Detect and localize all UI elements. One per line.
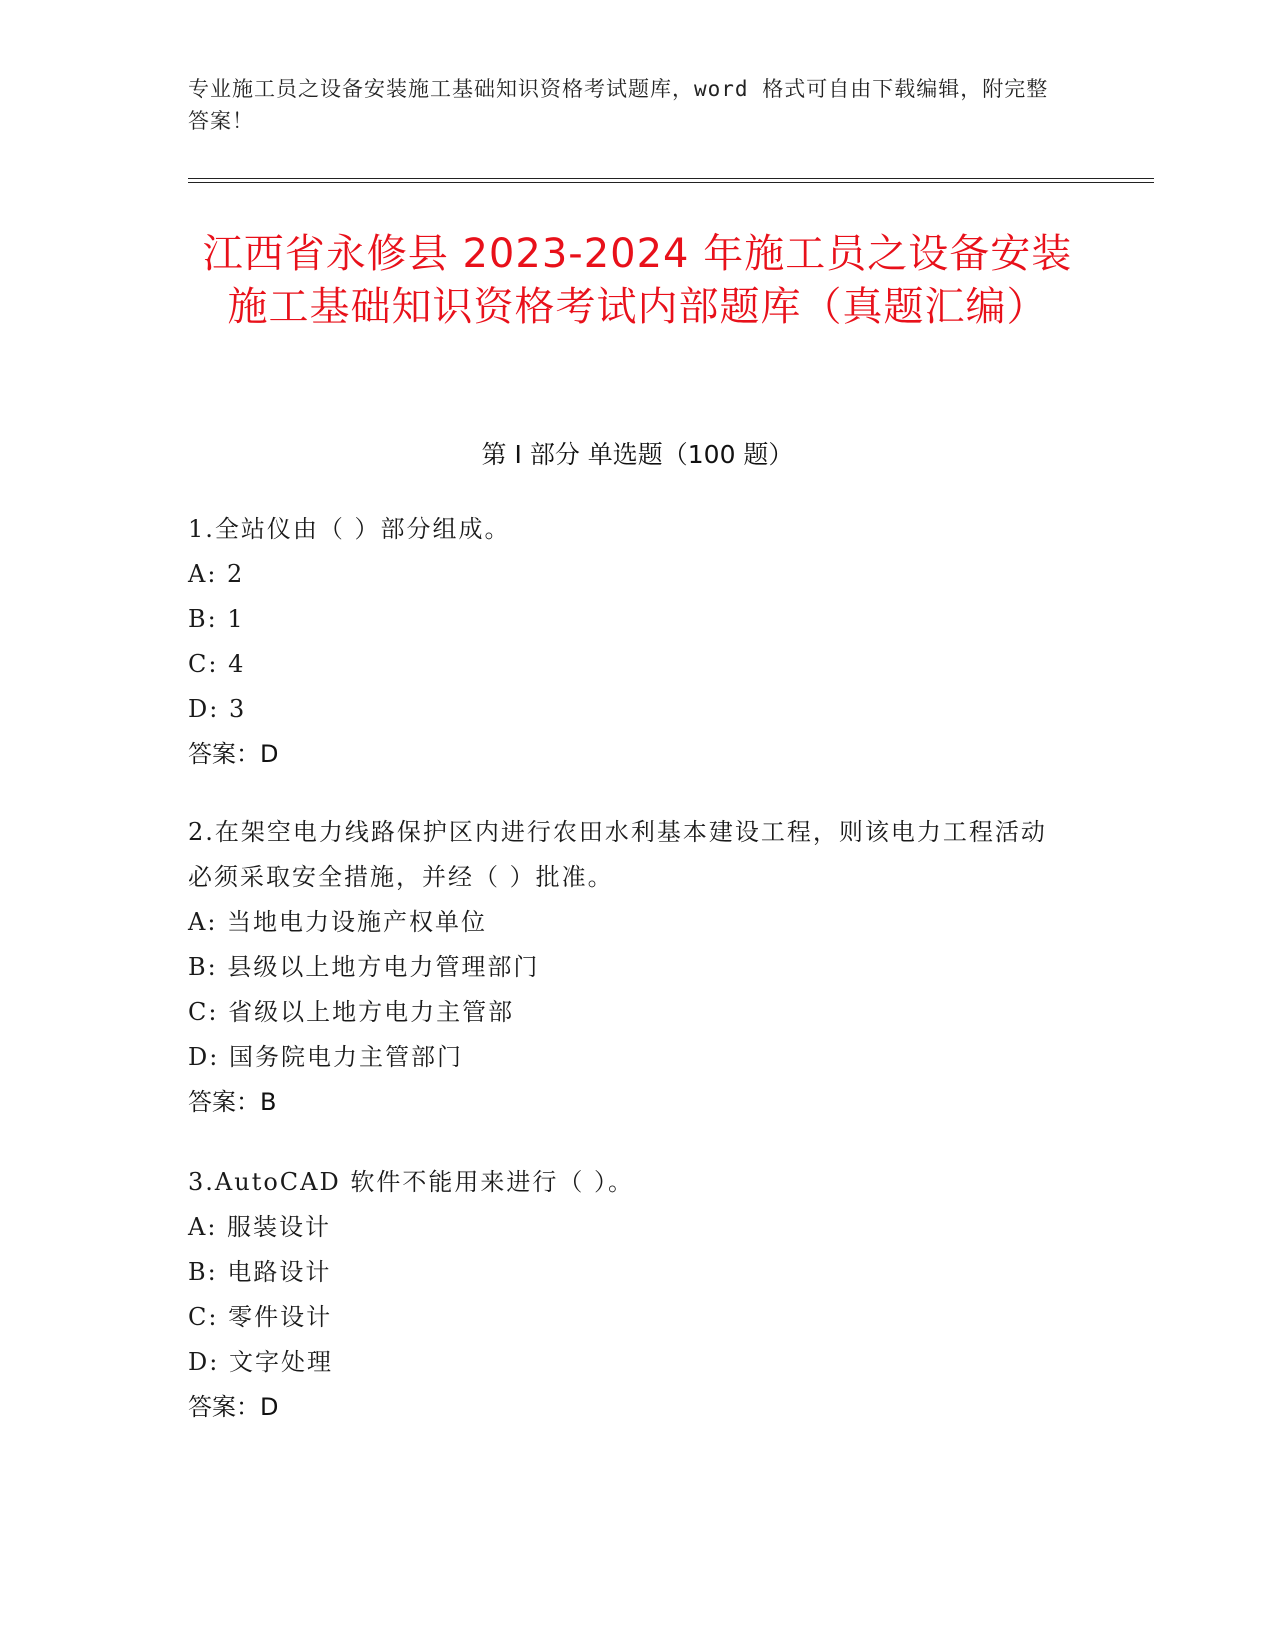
question-text: 1.全站仪由（ ）部分组成。	[188, 515, 511, 543]
answer: 答案：B	[188, 1088, 277, 1116]
question-3	[188, 1160, 1068, 1430]
option-c: C: 零件设计	[188, 1303, 333, 1331]
option-d: D: 文字处理	[188, 1348, 333, 1376]
question-1	[188, 507, 1068, 777]
option-b: B: 1	[188, 605, 245, 633]
option-d: D: 国务院电力主管部门	[188, 1043, 463, 1071]
option-b: B: 县级以上地方电力管理部门	[188, 953, 540, 981]
question-2	[188, 810, 1068, 1125]
question-text: 2.在架空电力线路保护区内进行农田水利基本建设工程，则该电力工程活动必须采取安全措施，并经（ ）批准。	[188, 818, 1047, 891]
option-a: A: 2	[188, 560, 245, 588]
option-d: D: 3	[188, 695, 247, 723]
answer: 答案：D	[188, 1393, 279, 1421]
document-title: 江西省永修县 2023-2024 年施工员之设备安装施工基础知识资格考试内部题库（真题汇编）	[202, 231, 1073, 330]
option-c: C: 省级以上地方电力主管部	[188, 998, 515, 1026]
option-a: A: 服装设计	[188, 1213, 332, 1241]
header-divider-top	[188, 178, 1154, 179]
option-b: B: 电路设计	[188, 1258, 332, 1286]
question-text: 3.AutoCAD 软件不能用来进行（ ）。	[188, 1168, 634, 1196]
section-heading: 第 I 部分 单选题（100 题）	[481, 440, 794, 469]
option-c: C: 4	[188, 650, 246, 678]
option-a: A: 当地电力设施产权单位	[188, 908, 488, 936]
answer: 答案：D	[188, 740, 279, 768]
header-note: 专业施工员之设备安装施工基础知识资格考试题库，word 格式可自由下载编辑，附完整答案！	[188, 77, 1049, 133]
header-divider-bottom	[188, 182, 1154, 183]
